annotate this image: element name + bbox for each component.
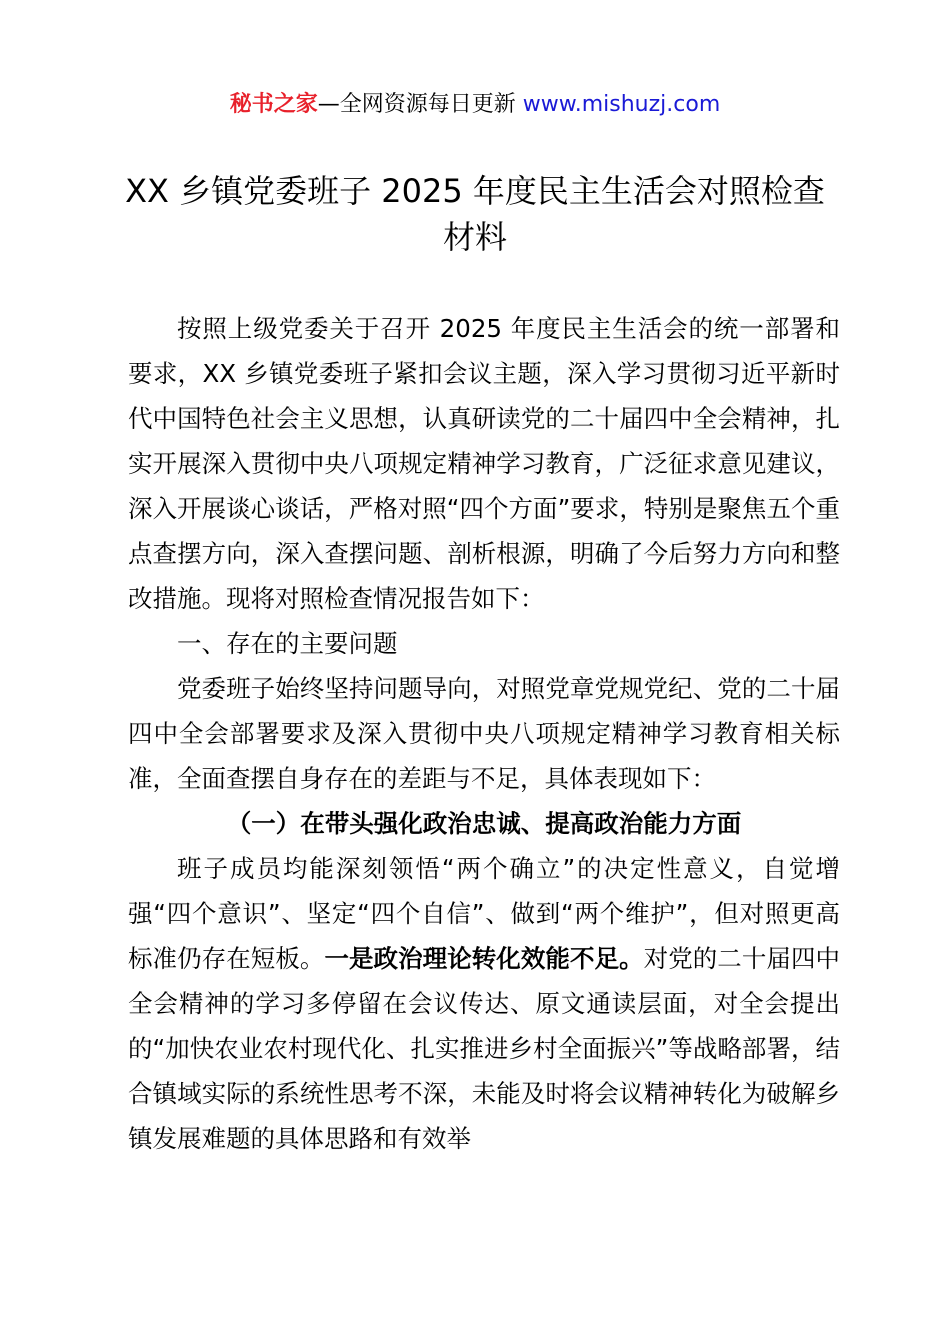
section-intro-paragraph: 党委班子始终坚持问题导向，对照党章党规党纪、党的二十届四中全会部署要求及深入贯彻中央八项规定精神学习教育相关标准，全面查摆自身存在的差距与不足，具体表现如下： bbox=[128, 674, 840, 793]
section-heading: 一、存在的主要问题 bbox=[177, 629, 398, 658]
header-tagline: —全网资源每日更新 bbox=[317, 92, 523, 117]
subsection-bold-point: 一是政治理论转化效能不足。 bbox=[324, 944, 644, 973]
document-body bbox=[128, 306, 840, 1161]
subsection-text-lead: 班子成员均能深刻领悟“两个确立”的决定性意义，自觉增强“四个意识”、坚定“四个自信”、做到“两个维护”，但对照更高标准仍存在短板。 bbox=[128, 854, 840, 973]
intro-paragraph: 按照上级党委关于召开 2025 年度民主生活会的统一部署和要求，XX 乡镇党委班子紧扣会议主题，深入学习贯彻习近平新时代中国特色社会主义思想，认真研读党的二十届四中全会精神，扎实开展深入贯彻中央八项规定精神学习教育，广泛征求意见建议，深入开展谈心谈话，严格对照“四个方面”要求，特别是聚焦五个重点查摆方向，深入查摆问题、剖析根源，明确了今后努力方向和整改措施。现将对照检查情况报告如下： bbox=[128, 314, 840, 613]
subsection-heading: （一）在带头强化政治忠诚、提高政治能力方面 bbox=[226, 809, 742, 838]
site-url-link[interactable]: www.mishuzj.com bbox=[522, 92, 721, 117]
site-header bbox=[0, 88, 950, 122]
subsection-text-detail: 对党的二十届四中全会精神的学习多停留在会议传达、原文通读层面，对全会提出的“加快农业农村现代化、扎实推进乡村全面振兴”等战略部署，结合镇域实际的系统性思考不深，未能及时将会议精神转化为破解乡镇发展难题的具体思路和有效举 bbox=[128, 944, 841, 1153]
subsection-paragraph bbox=[128, 846, 840, 1161]
brand-name: 秘书之家 bbox=[229, 92, 318, 117]
document-title: XX 乡镇党委班子 2025 年度民主生活会对照检查材料 bbox=[125, 172, 825, 256]
